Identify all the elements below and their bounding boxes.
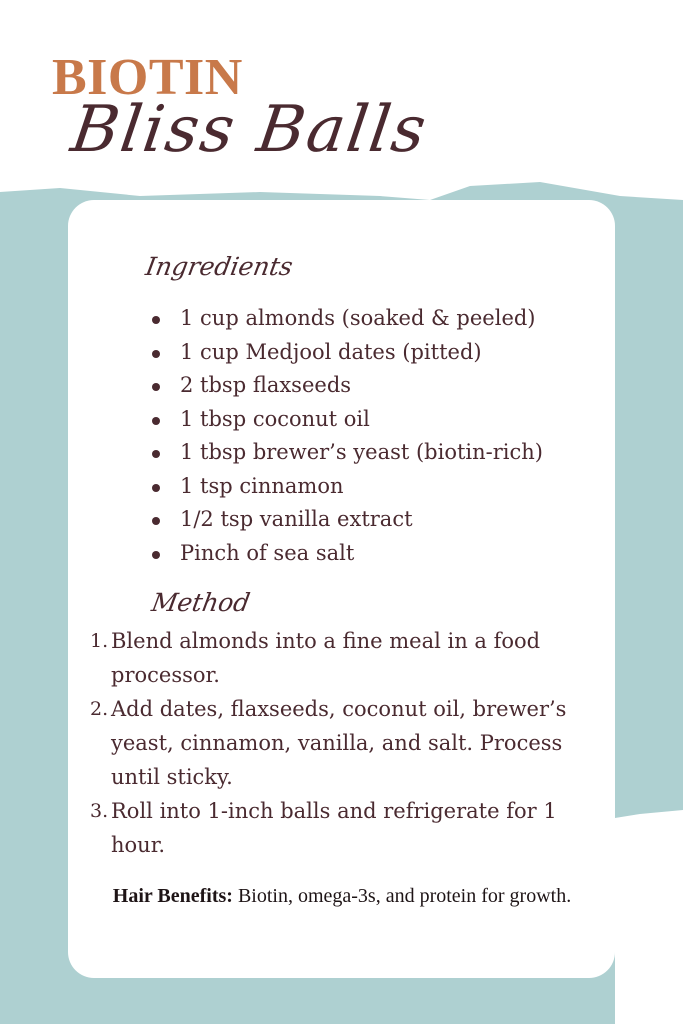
list-item — [152, 336, 543, 370]
ingredient-text: 1/2 tsp vanilla extract — [180, 507, 413, 531]
ingredient-text: 1 cup Medjool dates (pitted) — [180, 339, 482, 364]
bullet-icon — [152, 316, 160, 324]
bullet-icon — [152, 350, 160, 358]
ingredient-text: 1 tsp cinnamon — [180, 473, 344, 498]
benefits-text: Biotin, omega-3s, and protein for growth. — [232, 885, 572, 907]
step-text: Add dates, flaxseeds, coconut oil, brewer’s yeast, cinnamon, vanilla, and salt. Process until sticky. — [111, 697, 567, 789]
ingredient-text: 2 tbsp flaxseeds — [180, 373, 352, 397]
ingredient-text: 1 tbsp coconut oil — [180, 406, 370, 431]
step-number: 3. — [90, 800, 109, 822]
list-item — [152, 369, 543, 403]
step-text: Roll into 1-inch balls and refrigerate for 1 hour. — [111, 799, 557, 857]
bullet-icon — [152, 417, 160, 425]
ingredients-heading: Ingredients — [143, 252, 296, 281]
title-biotin: BIOTIN — [52, 49, 243, 106]
list-item — [152, 503, 543, 537]
list-item — [152, 436, 543, 470]
benefits-label: Hair Benefits: — [112, 885, 233, 907]
ingredient-text: Pinch of sea salt — [180, 540, 355, 565]
ingredients-list — [152, 302, 543, 570]
hair-benefits-note — [92, 881, 592, 911]
step-number: 2. — [90, 698, 109, 720]
bullet-icon — [152, 551, 160, 559]
ingredient-text: 1 cup almonds (soaked & peeled) — [180, 306, 536, 330]
ingredient-text: 1 tbsp brewer’s yeast (biotin-rich) — [180, 440, 543, 464]
list-item — [152, 302, 543, 336]
bullet-icon — [152, 517, 160, 525]
method-step — [90, 624, 590, 692]
step-number: 1. — [90, 630, 109, 652]
method-step — [90, 794, 590, 862]
bullet-icon — [152, 484, 160, 492]
bullet-icon — [152, 450, 160, 458]
method-step — [90, 692, 590, 794]
method-heading: Method — [149, 588, 253, 617]
title-bliss-balls: Bliss Balls — [66, 93, 433, 167]
bullet-icon — [152, 383, 160, 391]
list-item — [152, 470, 543, 504]
list-item — [152, 403, 543, 437]
step-text: Blend almonds into a fine meal in a food processor. — [111, 629, 541, 687]
method-steps — [90, 624, 590, 862]
list-item — [152, 537, 543, 571]
